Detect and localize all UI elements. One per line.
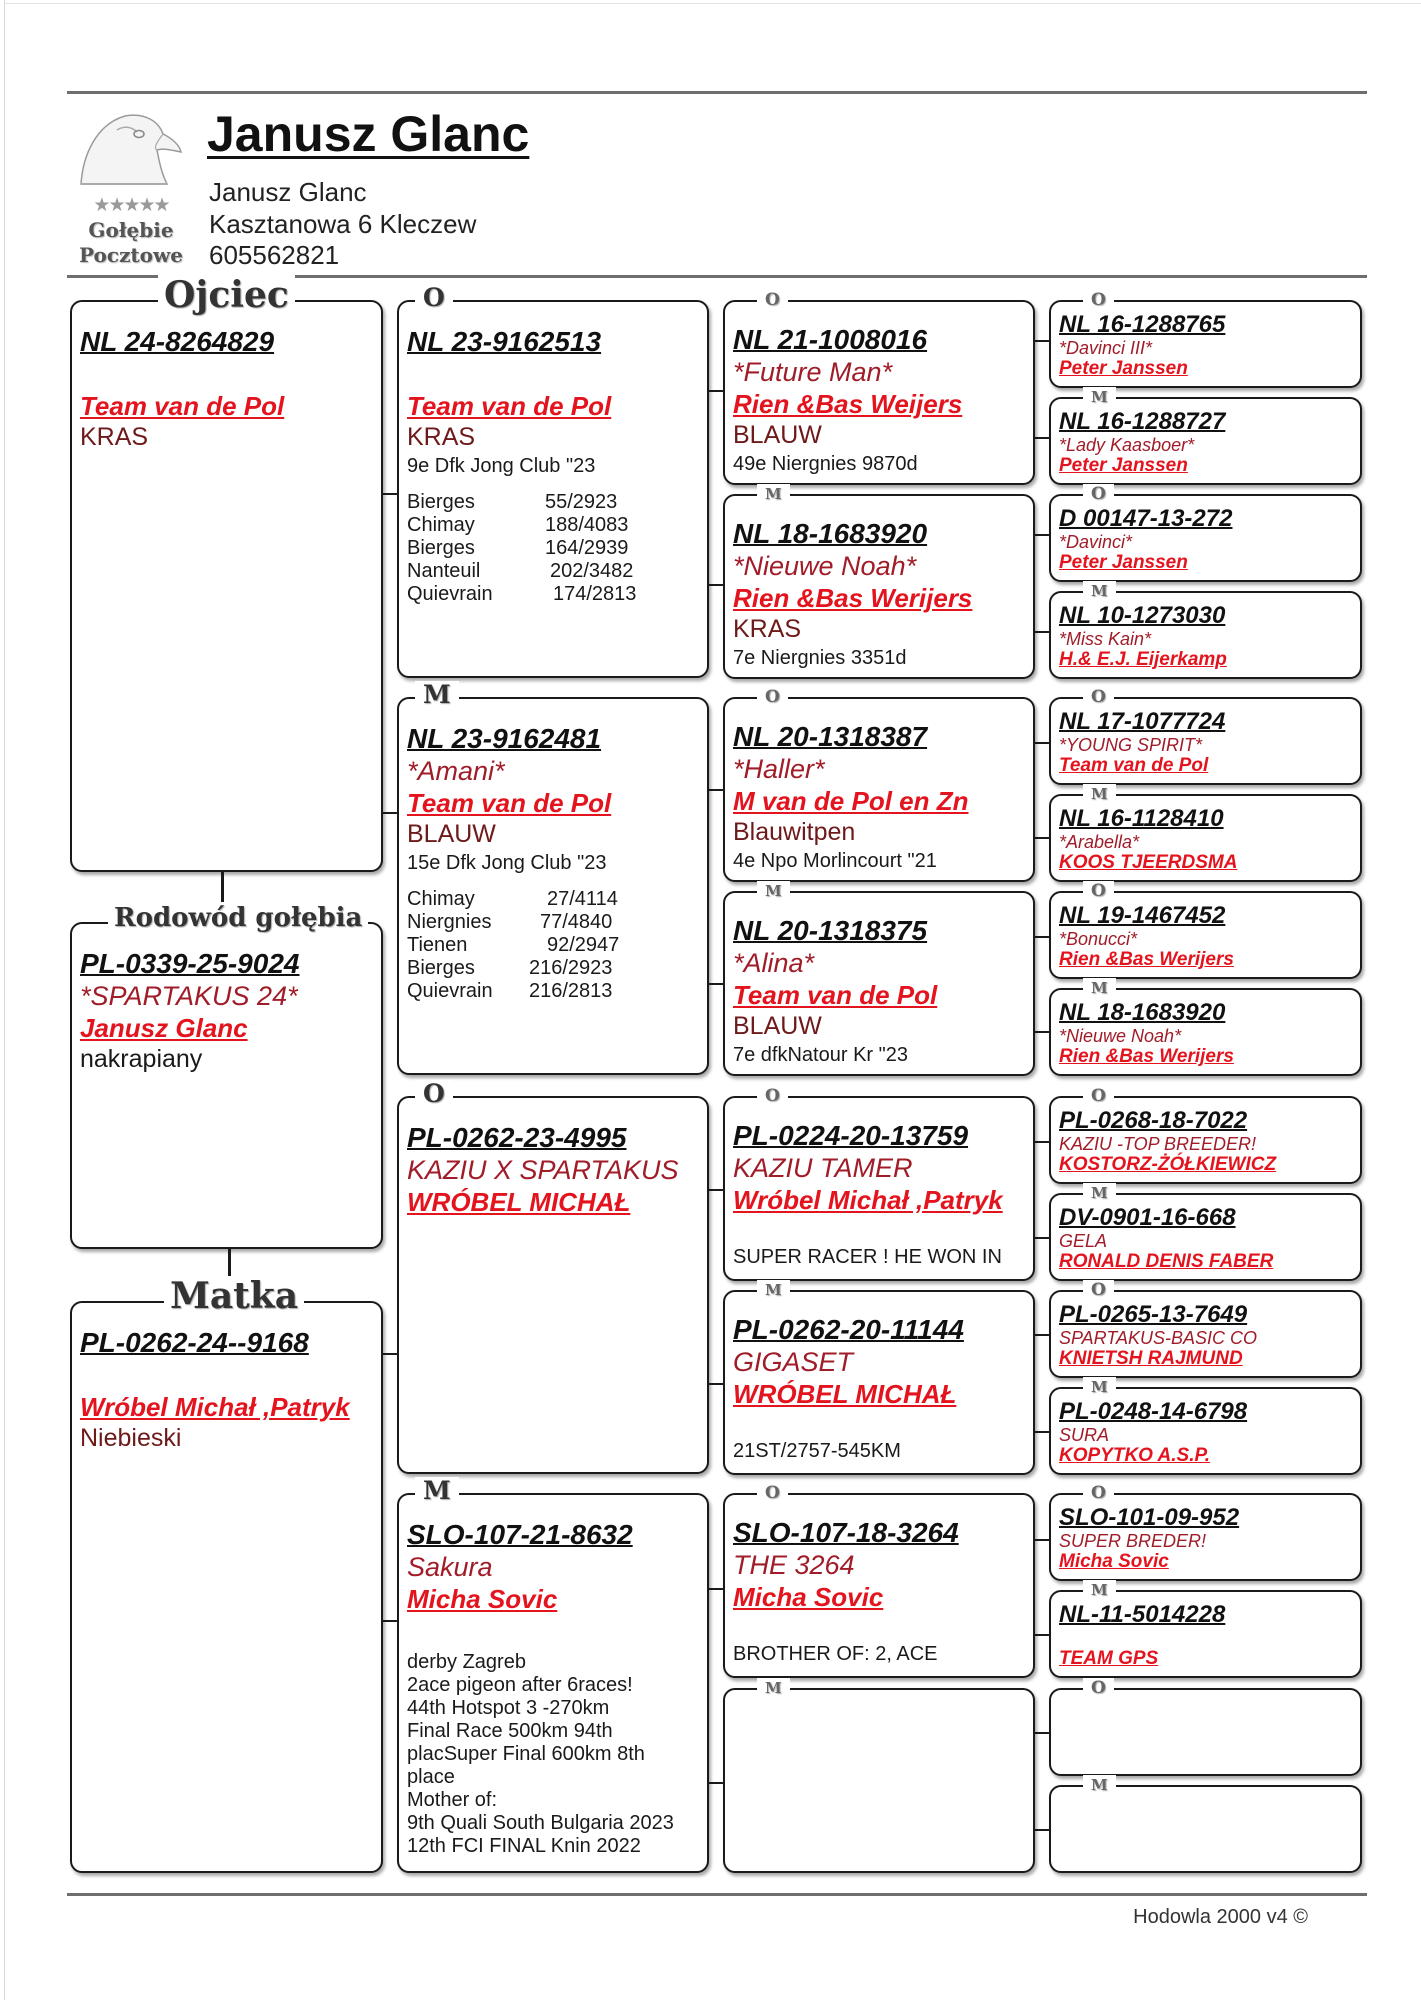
connector <box>1035 837 1049 839</box>
dam-label: M <box>1083 581 1116 601</box>
pedigree-ring[interactable]: NL 21-1008016 <box>733 324 928 355</box>
race-place: 55/2923 <box>545 491 618 513</box>
gen3-box[interactable] <box>723 687 1035 882</box>
pedigree-ring[interactable]: PL-0268-18-7022 <box>1059 1107 1248 1134</box>
pedigree-breeder[interactable]: Team van de Pol <box>1059 755 1209 776</box>
connector <box>709 584 723 586</box>
pedigree-breeder[interactable]: Team van de Pol <box>407 391 612 421</box>
connector <box>1035 1634 1049 1636</box>
gen4-box[interactable] <box>1049 484 1362 582</box>
pedigree-ring[interactable]: NL-11-5014228 <box>1059 1601 1226 1628</box>
pedigree-name: THE 3264 <box>733 1550 855 1580</box>
father-box[interactable] <box>70 274 383 872</box>
gen2-box[interactable] <box>397 283 709 678</box>
dam-label: M <box>757 484 790 504</box>
connector <box>709 983 723 985</box>
connector <box>1035 1141 1049 1143</box>
description-line: placSuper Final 600km 8th <box>407 1743 645 1765</box>
pedigree-breeder[interactable]: KNIETSH RAJMUND <box>1059 1348 1243 1369</box>
race-place: 77/4840 <box>540 911 613 933</box>
pedigree-ring[interactable]: DV-0901-16-668 <box>1059 1204 1236 1231</box>
pedigree-breeder[interactable]: Team van de Pol <box>733 980 938 1010</box>
pedigree-color: Blauwitpen <box>733 818 856 846</box>
page-edge-top <box>4 3 1421 4</box>
pedigree-color: BLAUW <box>407 820 496 848</box>
gen4-box[interactable] <box>1049 290 1362 388</box>
pedigree-breeder[interactable]: Micha Sovic <box>1059 1551 1169 1572</box>
description-line: derby Zagreb <box>407 1651 526 1673</box>
sire-label: O <box>1083 1086 1114 1106</box>
sire-label: O <box>757 1483 788 1503</box>
pedigree-ring[interactable]: NL 16-1128410 <box>1059 805 1224 832</box>
race-result-row <box>407 583 701 606</box>
sire-label: O <box>1083 881 1114 901</box>
connector <box>1035 631 1049 633</box>
race-result-row <box>407 911 701 934</box>
pedigree-breeder[interactable]: KOSTORZ-ŻÓŁKIEWICZ <box>1059 1154 1277 1175</box>
pedigree-description <box>407 1651 701 1858</box>
mother-breeder[interactable]: Wróbel Michał ,Patryk <box>80 1392 350 1422</box>
pedigree-ring[interactable]: NL 16-1288765 <box>1059 311 1226 338</box>
race-result-row <box>407 537 701 560</box>
dam-label: M <box>1083 784 1116 804</box>
pedigree-name: *Bonucci* <box>1059 929 1138 949</box>
logo <box>67 104 195 270</box>
connector <box>709 1588 723 1590</box>
rating-stars: ★★★★★ <box>93 195 169 216</box>
race-name: Chimay <box>407 888 475 910</box>
pedigree-ring[interactable]: NL 18-1683920 <box>733 518 928 549</box>
race-name: Nanteuil <box>407 560 481 582</box>
pedigree-color: KRAS <box>733 615 802 643</box>
gen4-box[interactable] <box>1049 1184 1362 1281</box>
gen3-box-empty[interactable] <box>723 1679 1035 1873</box>
father-ring[interactable]: NL 24-8264829 <box>80 326 275 357</box>
pedigree-note: 9e Dfk Jong Club "23 <box>407 455 596 477</box>
sire-label: O <box>415 284 453 312</box>
dam-label: M <box>1083 1775 1116 1795</box>
sire-label: O <box>757 1086 788 1106</box>
sire-label: O <box>1083 484 1114 504</box>
pedigree-name <box>1059 1628 1354 1648</box>
description-line: 12th FCI FINAL Knin 2022 <box>407 1835 641 1857</box>
pedigree-name: *Davinci* <box>1059 532 1133 552</box>
sire-label: O <box>757 290 788 310</box>
gen4-box[interactable] <box>1049 979 1362 1076</box>
connector <box>1035 437 1049 439</box>
gen4-box[interactable] <box>1049 1378 1362 1475</box>
pedigree-ring[interactable]: SLO-101-09-952 <box>1059 1504 1240 1531</box>
pedigree-note: 7e dfkNatour Kr "23 <box>733 1044 908 1066</box>
race-result-row <box>407 957 701 980</box>
gen4-box[interactable] <box>1049 1280 1362 1378</box>
gen3-box[interactable] <box>723 1483 1035 1678</box>
subject-label: Rodowód gołębia <box>108 902 368 934</box>
connector <box>709 1383 723 1385</box>
race-place: 202/3482 <box>550 560 634 582</box>
pedigree-breeder[interactable]: Micha Sovic <box>407 1584 558 1614</box>
description-line: 9th Quali South Bulgaria 2023 <box>407 1812 674 1834</box>
connector <box>383 1353 397 1355</box>
pedigree-ring[interactable]: NL 20-1318375 <box>733 915 928 946</box>
pedigree-name: *Amani* <box>407 756 505 786</box>
dam-label: M <box>1083 978 1116 998</box>
pedigree-name: *Arabella* <box>1059 832 1140 852</box>
father-color: KRAS <box>80 423 149 451</box>
pedigree-color: BLAUW <box>733 421 822 449</box>
race-result-row <box>407 980 701 1003</box>
race-name: Bierges <box>407 957 475 979</box>
dam-label: M <box>1083 1183 1116 1203</box>
pedigree-name: *Nieuwe Noah* <box>1059 1026 1182 1046</box>
pedigree-name: GELA <box>1059 1231 1108 1251</box>
connector <box>1035 1829 1049 1831</box>
owner-phone: 605562821 <box>209 240 340 270</box>
pedigree-ring[interactable]: PL-0224-20-13759 <box>733 1120 969 1151</box>
father-label: Ojciec <box>158 275 295 315</box>
pedigree-note: 7e Niergnies 3351d <box>733 647 907 669</box>
race-place: 216/2923 <box>529 957 613 979</box>
race-place: 188/4083 <box>545 514 629 536</box>
gen4-box-empty[interactable] <box>1049 1776 1362 1873</box>
connector <box>1035 1539 1049 1541</box>
pedigree-name: KAZIU -TOP BREEDER! <box>1059 1134 1257 1154</box>
footer-credit: Hodowla 2000 v4 © <box>1133 1906 1308 1928</box>
pedigree-ring[interactable]: NL 10-1273030 <box>1059 602 1226 629</box>
gen4-box[interactable] <box>1049 1581 1362 1678</box>
owner-name: Janusz Glanc <box>209 177 367 207</box>
sire-label: O <box>1083 1280 1114 1300</box>
pedigree-breeder[interactable]: M van de Pol en Zn <box>733 786 969 816</box>
description-line: 44th Hotspot 3 -270km <box>407 1697 610 1719</box>
race-name: Niergnies <box>407 911 492 933</box>
pedigree-ring[interactable]: NL 23-9162481 <box>407 723 602 754</box>
pedigree-breeder[interactable]: Wróbel Michał ,Patryk <box>733 1185 1003 1215</box>
race-result-row <box>407 888 701 911</box>
pedigree-breeder[interactable]: Team van de Pol <box>407 788 612 818</box>
pedigree-ring[interactable]: NL 18-1683920 <box>1059 999 1226 1026</box>
pedigree-color: BLAUW <box>733 1012 822 1040</box>
race-place: 164/2939 <box>545 537 629 559</box>
subject-box[interactable] <box>70 903 383 1249</box>
connector <box>1035 742 1049 744</box>
race-name: Quievrain <box>407 980 493 1002</box>
connector <box>1035 1431 1049 1433</box>
connector <box>1035 1031 1049 1033</box>
pedigree-ring[interactable]: D 00147-13-272 <box>1059 505 1233 532</box>
gen2-box[interactable] <box>397 1079 709 1474</box>
pedigree-breeder[interactable]: WRÓBEL MICHAŁ <box>733 1379 957 1409</box>
footer-rule <box>67 1893 1367 1896</box>
pedigree-breeder[interactable]: KOOS TJEERDSMA <box>1059 852 1238 873</box>
gen2-box[interactable] <box>397 1476 709 1873</box>
pedigree-name: *YOUNG SPIRIT* <box>1059 735 1203 755</box>
race-name: Quievrain <box>407 583 493 605</box>
connector <box>709 1189 723 1191</box>
dam-label: M <box>1083 1580 1116 1600</box>
pedigree-breeder[interactable]: WRÓBEL MICHAŁ <box>407 1187 631 1217</box>
dam-label: M <box>1083 1377 1116 1397</box>
pedigree-ring[interactable]: SLO-107-21-8632 <box>407 1519 633 1550</box>
pedigree-name: *Nieuwe Noah* <box>733 551 917 581</box>
dam-label: M <box>1083 387 1116 407</box>
subject-breeder[interactable]: Janusz Glanc <box>80 1013 248 1043</box>
pedigree-breeder[interactable]: Rien &Bas Werijers <box>733 583 973 613</box>
pedigree-breeder[interactable]: TEAM GPS <box>1059 1648 1159 1669</box>
pedigree-note: 15e Dfk Jong Club "23 <box>407 852 607 874</box>
pedigree-name: SUPER BREDER! <box>1059 1531 1207 1551</box>
description-line: Mother of: <box>407 1789 498 1811</box>
sire-label: O <box>757 687 788 707</box>
pedigree-note: 21ST/2757-545KM <box>733 1440 901 1462</box>
header-top-rule <box>67 91 1367 94</box>
owner-address: Kasztanowa 6 Kleczew <box>209 209 477 239</box>
race-result-row <box>407 934 701 957</box>
race-name: Chimay <box>407 514 475 536</box>
gen4-box[interactable] <box>1049 687 1362 785</box>
pedigree-name: *Davinci III* <box>1059 338 1153 358</box>
connector <box>1035 534 1049 536</box>
pedigree-ring[interactable]: NL 20-1318387 <box>733 721 928 752</box>
race-name: Bierges <box>407 491 475 513</box>
gen4-box[interactable] <box>1049 388 1362 485</box>
pedigree-ring[interactable]: PL-0262-20-11144 <box>733 1314 964 1345</box>
mother-ring[interactable]: PL-0262-24--9168 <box>80 1327 309 1358</box>
pedigree-color: KRAS <box>407 423 476 451</box>
description-line: Final Race 500km 94th <box>407 1720 613 1742</box>
pedigree-ring[interactable]: NL 19-1467452 <box>1059 902 1226 929</box>
pedigree-name: KAZIU TAMER <box>733 1153 913 1183</box>
gen3-box[interactable] <box>723 1086 1035 1281</box>
gen2-box[interactable] <box>397 680 709 1075</box>
gen4-box[interactable] <box>1049 582 1362 679</box>
gen4-box-empty[interactable] <box>1049 1678 1362 1776</box>
sire-label: O <box>1083 1678 1114 1698</box>
connector <box>1035 1237 1049 1239</box>
pedigree-breeder[interactable]: Rien &Bas Werijers <box>1059 949 1234 970</box>
connector <box>1035 936 1049 938</box>
subject-ring[interactable]: PL-0339-25-9024 <box>80 948 300 979</box>
pedigree-name: *Future Man* <box>733 357 893 387</box>
mother-color: Niebieski <box>80 1424 182 1452</box>
connector <box>1035 1732 1049 1734</box>
description-line: 2ace pigeon after 6races! <box>407 1674 633 1696</box>
subject-name: *SPARTAKUS 24* <box>80 981 298 1011</box>
dam-label: M <box>415 681 459 709</box>
pedigree-name: *Alina* <box>733 948 815 978</box>
connector <box>709 390 723 392</box>
gen4-box[interactable] <box>1049 881 1362 979</box>
race-results <box>407 888 701 1003</box>
pedigree-name: GIGASET <box>733 1347 854 1377</box>
sire-label: O <box>1083 687 1114 707</box>
mother-label: Matka <box>164 1276 304 1316</box>
connector <box>1035 340 1049 342</box>
pedigree-ring[interactable]: NL 17-1077724 <box>1059 708 1226 735</box>
gen3-box[interactable] <box>723 1281 1035 1475</box>
logo-line2: Pocztowe <box>79 243 183 267</box>
pedigree-ring[interactable]: PL-0248-14-6798 <box>1059 1398 1248 1425</box>
pedigree-note: SUPER RACER ! HE WON IN <box>733 1246 1002 1268</box>
pedigree-ring[interactable]: NL 23-9162513 <box>407 326 602 357</box>
pedigree-breeder[interactable]: KOPYTKO A.S.P. <box>1059 1445 1210 1466</box>
dam-label: M <box>757 1678 790 1698</box>
pedigree-ring[interactable]: NL 16-1288727 <box>1059 408 1226 435</box>
pedigree-note: BROTHER OF: 2, ACE <box>733 1643 938 1665</box>
race-place: 216/2813 <box>529 980 613 1002</box>
subject-color: nakrapiany <box>80 1045 203 1073</box>
pedigree-name: SPARTAKUS-BASIC CO <box>1059 1328 1258 1348</box>
gen3-box[interactable] <box>723 882 1035 1076</box>
mother-box[interactable] <box>70 1275 383 1873</box>
description-line: place <box>407 1766 455 1788</box>
pedigree-breeder[interactable]: Rien &Bas Werijers <box>1059 1046 1234 1067</box>
connector <box>1035 1334 1049 1336</box>
logo-line1: Gołębie <box>88 218 174 242</box>
connector <box>383 1620 397 1622</box>
sire-label: O <box>1083 290 1114 310</box>
sire-label: O <box>415 1080 453 1108</box>
pedigree-note: 4e Npo Morlincourt "21 <box>733 850 937 872</box>
dam-label: M <box>757 1280 790 1300</box>
pedigree-ring[interactable]: PL-0262-23-4995 <box>407 1122 627 1153</box>
pedigree-name: KAZIU X SPARTAKUS <box>407 1155 679 1185</box>
sire-label: O <box>1083 1483 1114 1503</box>
father-breeder[interactable]: Team van de Pol <box>80 391 285 421</box>
race-results <box>407 491 701 606</box>
pedigree-name: *Lady Kaasboer* <box>1059 435 1195 455</box>
pedigree-breeder[interactable]: Peter Janssen <box>1059 552 1188 573</box>
gen4-box[interactable] <box>1049 1483 1362 1581</box>
connector <box>383 812 397 814</box>
pedigree-breeder[interactable]: Peter Janssen <box>1059 455 1188 476</box>
race-name: Tienen <box>407 934 468 956</box>
gen4-box[interactable] <box>1049 1086 1362 1184</box>
connector <box>383 493 397 495</box>
gen4-box[interactable] <box>1049 785 1362 882</box>
pigeon-head-icon <box>67 104 195 194</box>
pedigree-name: Sakura <box>407 1552 493 1582</box>
race-name: Bierges <box>407 537 475 559</box>
pedigree-name: SURA <box>1059 1425 1110 1445</box>
dam-label: M <box>757 881 790 901</box>
page-title: Janusz Glanc <box>207 106 530 162</box>
pedigree-ring[interactable]: SLO-107-18-3264 <box>733 1517 959 1548</box>
page-edge <box>4 0 5 2000</box>
pedigree-note: 49e Niergnies 9870d <box>733 453 918 475</box>
connector <box>709 1782 723 1784</box>
race-place: 27/4114 <box>547 888 618 910</box>
gen3-box[interactable] <box>723 485 1035 679</box>
connector <box>709 789 723 791</box>
pedigree-name: *Haller* <box>733 754 825 784</box>
race-result-row <box>407 514 701 537</box>
pedigree-breeder[interactable]: Peter Janssen <box>1059 358 1188 379</box>
pedigree-breeder[interactable]: H.& E.J. Eijerkamp <box>1059 649 1227 670</box>
dam-label: M <box>415 1477 459 1505</box>
race-result-row <box>407 560 701 583</box>
race-result-row <box>407 491 701 514</box>
gen3-box[interactable] <box>723 290 1035 485</box>
pedigree-ring[interactable]: PL-0265-13-7649 <box>1059 1301 1248 1328</box>
race-place: 174/2813 <box>553 583 637 605</box>
pedigree-name: *Miss Kain* <box>1059 629 1152 649</box>
race-place: 92/2947 <box>547 934 620 956</box>
pedigree-breeder[interactable]: RONALD DENIS FABER <box>1059 1251 1274 1272</box>
pedigree-breeder[interactable]: Micha Sovic <box>733 1582 884 1612</box>
pedigree-breeder[interactable]: Rien &Bas Weijers <box>733 389 963 419</box>
